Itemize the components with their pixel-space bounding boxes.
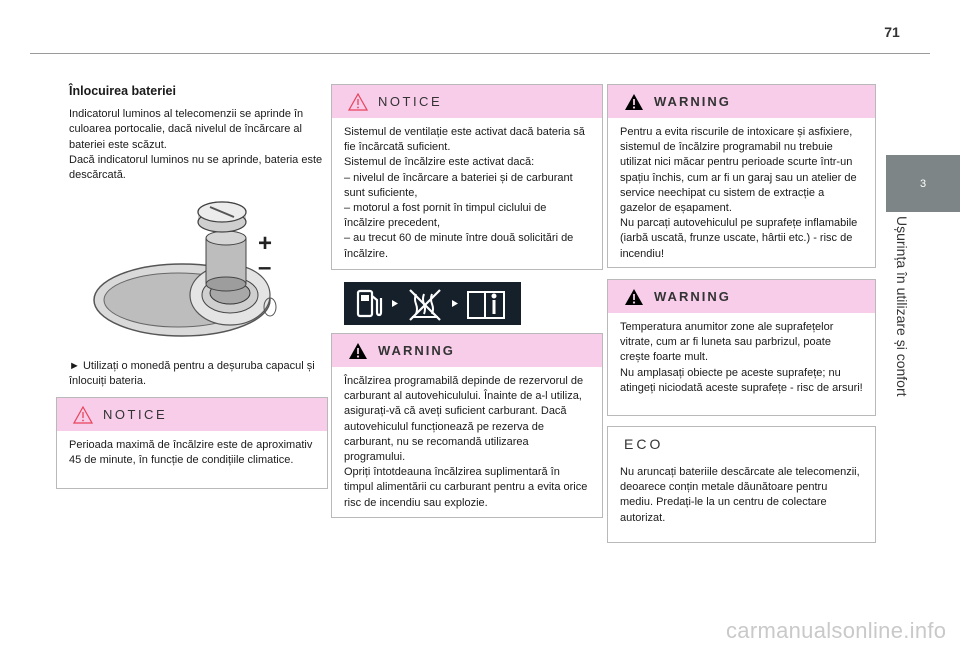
fuel-heating-manual-banner	[344, 282, 521, 325]
warning-box-middle	[331, 333, 603, 518]
notice-line: – nivelul de încărcare a bateriei și de carburant sunt suficiente,	[344, 171, 573, 199]
warning-icon	[624, 93, 644, 111]
warning-outline-icon	[348, 93, 368, 111]
warning-outline-icon	[73, 406, 93, 424]
notice-header	[57, 398, 327, 431]
warning-line: Nu amplasați obiecte pe aceste suprafețe; nu atingeți niciodată aceste suprafețe - risc de arsuri!	[620, 366, 863, 394]
chapter-tab[interactable]	[886, 155, 960, 212]
section-heading: Înlocuirea bateriei	[69, 84, 176, 98]
arrow-right-icon	[392, 300, 398, 307]
warning-body	[332, 367, 602, 517]
warning-title: WARNING	[378, 343, 455, 358]
left-column	[69, 84, 327, 183]
eco-title: ECO	[624, 436, 664, 452]
warning-header	[608, 280, 875, 313]
fuel-pump-icon	[358, 291, 381, 316]
notice-box-middle	[331, 84, 603, 270]
arrow-right-icon	[452, 300, 458, 307]
eco-header	[608, 427, 875, 461]
plus-label: +	[258, 230, 273, 257]
battery-replacement-illustration	[90, 190, 290, 340]
watermark: carmanualsonline.info	[726, 618, 947, 643]
notice-body	[332, 118, 602, 268]
instruction-text: ► Utilizați o monedă pentru a deșuruba capacul și înlocuiți bateria.	[69, 360, 315, 388]
paragraph: Dacă indicatorul luminos nu se aprinde, bateria este descărcată.	[69, 153, 323, 182]
eco-box	[607, 426, 876, 543]
warning-line: Opriți întotdeauna încălzirea suplimentară în timpul alimentării cu carburant pentru a evita orice risc de incendiu sau explozie.	[344, 466, 588, 509]
minus-label: –	[258, 254, 272, 281]
warning-icon	[348, 342, 368, 360]
warning-title: WARNING	[654, 94, 731, 109]
warning-line: Temperatura anumitor zone ale suprafețelor vitrate, cum ar fi luneta sau parbrizul, poate crește foarte mult.	[620, 321, 834, 364]
header-rule	[30, 53, 930, 54]
notice-body: Perioada maximă de încălzire este de aproximativ 45 de minute, în funcție de condițiile climatice.	[69, 439, 313, 467]
warning-body	[608, 313, 875, 402]
notice-header	[332, 85, 602, 118]
warning-box-right-1	[607, 84, 876, 268]
notice-line: Sistemul de ventilație este activat dacă bateria să fie încărcată suficient.	[344, 126, 585, 154]
heating-crossed-icon	[410, 290, 440, 320]
warning-icon	[624, 288, 644, 306]
instruction-block	[69, 359, 327, 389]
paragraph: Indicatorul luminos al telecomenzii se aprinde în culoarea portocalie, dacă nivelul de încărcare al bateriei este scăzut.	[69, 108, 304, 151]
warning-line: Nu parcați autovehiculul pe suprafețe inflamabile (iarbă uscată, frunze uscate, hârtii etc.) - risc de incendiu!	[620, 217, 858, 260]
warning-box-right-2	[607, 279, 876, 416]
page-number: 71	[884, 24, 900, 40]
eco-body: Nu aruncați bateriile descărcate ale telecomenzii, deoarece conțin metale dăunătoare pentru mediu. Predați-le la un centru de colectare autorizat.	[620, 466, 860, 524]
warning-line: Pentru a evita riscurile de intoxicare și asfixiere, sistemul de încălzire programabil nu trebuie utilizat nici măcar pentru perioade scurte într-un spațiu închis, cum ar fi un garaj sau un atelier de service neechipat cu sistem de extracție a gazelor de eșapament.	[620, 126, 857, 215]
notice-title: NOTICE	[378, 94, 443, 109]
notice-line: – au trecut 60 de minute între două solicitări de încălzire.	[344, 232, 574, 260]
manual-book-icon	[468, 292, 504, 318]
warning-header	[608, 85, 875, 118]
chapter-title: Ușurința în utilizare și confort	[894, 216, 910, 397]
notice-line: – motorul a fost pornit în timpul ciclului de încălzire precedent,	[344, 202, 547, 230]
warning-title: WARNING	[654, 289, 731, 304]
chapter-number: 3	[919, 177, 927, 190]
warning-body	[608, 118, 875, 268]
warning-header	[332, 334, 602, 367]
notice-box-left	[56, 397, 328, 489]
notice-line: Sistemul de încălzire este activat dacă:	[344, 156, 535, 169]
warning-line: Încălzirea programabilă depinde de rezervorul de carburant al autovehiculului. Înainte de a-l utiliza, asigurați-vă că aveți suficient carburant. Dacă autovehiculul funcționează pe rezerva de carburant, nu se recomandă utilizarea programului.	[344, 375, 584, 464]
notice-title: NOTICE	[103, 407, 168, 422]
